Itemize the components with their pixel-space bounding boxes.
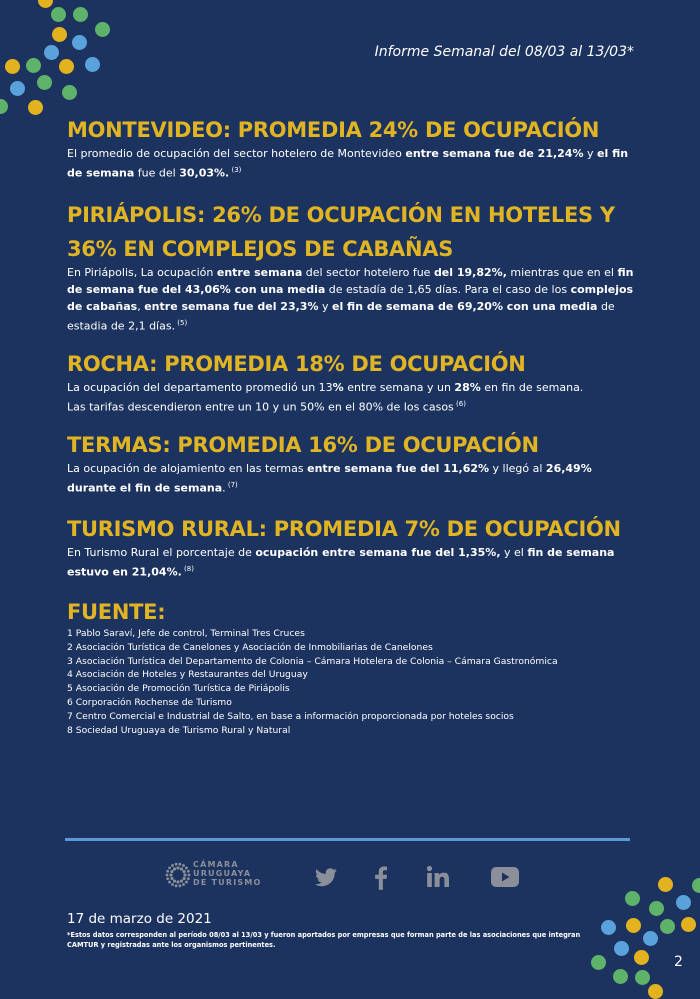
section-turismo-rural xyxy=(67,514,642,581)
bold-text: 26,49% durante el fin de semana xyxy=(67,462,592,495)
decorative-dot xyxy=(95,22,110,37)
bold-text: del 19,82%, xyxy=(434,266,507,279)
camtur-logo-icon xyxy=(163,851,193,899)
logo-dot xyxy=(171,864,174,867)
decorative-dot xyxy=(51,7,66,22)
text: y el xyxy=(501,546,528,559)
decorative-dot xyxy=(692,878,700,893)
linkedin-icon xyxy=(425,865,451,889)
logo-line: DE TURISMO xyxy=(193,878,262,887)
youtube-link[interactable] xyxy=(490,865,520,889)
footnote: *Estos datos corresponden al período 08/03 al 13/03 y fueron aportados por empresas que forman parte de las asociaciones que integran CAMTUR y registradas ante los organismos pertinentes. xyxy=(67,930,607,950)
section-piriapolis xyxy=(67,198,642,335)
decorative-dot xyxy=(44,45,59,60)
source-item: 7 Centro Comercial e Industrial de Salto, en base a información proporcionada por hoteles socios xyxy=(67,710,642,724)
bold-text: el fin de semana de 69,20% con una media xyxy=(332,300,597,313)
source-item: 6 Corporación Rochense de Turismo xyxy=(67,696,642,710)
section-title: PIRIÁPOLIS: 26% DE OCUPACIÓN EN HOTELES Y 36% EN COMPLEJOS DE CABAÑAS xyxy=(67,198,627,266)
decorative-dot xyxy=(614,941,629,956)
decorative-dot xyxy=(72,35,87,50)
decorative-dot xyxy=(38,0,53,8)
footnote-ref: (3) xyxy=(229,166,241,174)
section-termas xyxy=(67,430,642,497)
text: Las tarifas descendieron entre un 10 y un 50% en el 80% de los casos xyxy=(67,401,454,414)
text: . xyxy=(222,482,226,495)
decorative-dot xyxy=(635,970,650,985)
section-rocha xyxy=(67,349,642,416)
youtube-icon xyxy=(490,865,520,889)
linkedin-link[interactable] xyxy=(425,865,451,889)
bold-text: entre semana xyxy=(217,266,302,279)
decorative-dot xyxy=(52,27,67,42)
footnote-ref: (8) xyxy=(182,565,194,573)
section-body xyxy=(67,264,642,335)
logo-dot xyxy=(170,870,173,873)
logo-dot xyxy=(166,870,169,873)
text: En Piriápolis, La ocupación xyxy=(67,266,217,279)
text: en fin de semana. xyxy=(481,381,584,394)
logo-dot xyxy=(173,879,176,882)
logo-dot xyxy=(168,881,171,884)
text: El promedio de ocupación del sector hotelero de Montevideo xyxy=(67,147,405,160)
decorative-dot xyxy=(681,917,696,932)
decorative-dot xyxy=(59,59,74,74)
bold-text: 28% xyxy=(454,381,480,394)
bold-text: fin de semana estuvo en 21,04%. xyxy=(67,546,614,579)
bold-text: ocupación entre semana fue del 1,35%, xyxy=(255,546,500,559)
bold-text: entre semana fue de 21,24% xyxy=(405,147,583,160)
text: En Turismo Rural el porcentaje de xyxy=(67,546,255,559)
logo-dot xyxy=(187,870,190,873)
report-date: 17 de marzo de 2021 xyxy=(67,911,212,927)
text: entre semana y un xyxy=(344,381,455,394)
bold-text: fin de semana fue del 43,06% con una media xyxy=(67,266,633,296)
section-body xyxy=(67,379,642,416)
source-item: 4 Asociación de Hoteles y Restaurantes del Uruguay xyxy=(67,668,642,682)
decorative-dot xyxy=(26,58,41,73)
logo-dot xyxy=(182,864,185,867)
decorative-dot xyxy=(626,918,641,933)
sources-list xyxy=(67,627,642,737)
twitter-link[interactable] xyxy=(313,865,339,889)
camtur-logo[interactable] xyxy=(163,851,283,899)
logo-dot xyxy=(166,874,169,877)
footnote-ref: (7) xyxy=(226,481,238,489)
source-item: 5 Asociación de Promoción Turística de Piriápolis xyxy=(67,682,642,696)
logo-dot xyxy=(185,881,188,884)
decorative-dot xyxy=(37,75,52,90)
section-body xyxy=(67,544,642,581)
logo-dot xyxy=(169,873,172,876)
decorative-dot xyxy=(625,891,640,906)
logo-dot xyxy=(176,866,179,869)
decorative-dot xyxy=(613,969,628,984)
logo-dot xyxy=(179,884,182,887)
source-item: 8 Sociedad Uruguaya de Turismo Rural y Natural xyxy=(67,724,642,738)
logo-dot xyxy=(187,877,190,880)
bold-text: entre semana fue del 11,62% xyxy=(307,462,489,475)
text: y xyxy=(318,300,332,313)
decorative-dot xyxy=(73,7,88,22)
source-item: 3 Asociación Turística del Departamento de Colonia – Cámara Hotelera de Colonia – Cámara Gastronómica xyxy=(67,655,642,669)
source-item: 1 Pablo Saraví, Jefe de control, Terminal Tres Cruces xyxy=(67,627,642,641)
footnote-ref: (5) xyxy=(175,319,187,327)
logo-dot xyxy=(182,883,185,886)
section-title: ROCHA: PROMEDIA 18% DE OCUPACIÓN xyxy=(67,349,642,379)
logo-dot xyxy=(180,879,183,882)
facebook-icon xyxy=(370,865,392,891)
section-montevideo xyxy=(67,115,642,182)
bold-text: 30,03%. xyxy=(179,167,229,180)
footer-divider xyxy=(65,838,630,841)
decorative-dot xyxy=(649,901,664,916)
logo-dot xyxy=(183,873,186,876)
decorative-dot xyxy=(0,99,8,114)
decorative-dot xyxy=(28,100,43,115)
section-body xyxy=(67,460,642,497)
logo-dot xyxy=(182,877,185,880)
text: mientras que en el xyxy=(507,266,618,279)
decorative-dot xyxy=(591,955,606,970)
logo-dot xyxy=(180,867,183,870)
footnote-ref: (6) xyxy=(454,400,466,408)
logo-dot xyxy=(175,863,178,866)
logo-line: CÁMARA xyxy=(193,860,262,869)
decorative-dot xyxy=(10,81,25,96)
text: fue del xyxy=(134,167,179,180)
text: La ocupación de alojamiento en las termas xyxy=(67,462,307,475)
logo-line: URUGUAYA xyxy=(193,869,262,878)
decorative-dot xyxy=(676,895,691,910)
logo-dot xyxy=(185,867,188,870)
text: , xyxy=(137,300,144,313)
decorative-dot xyxy=(62,85,77,100)
section-title: MONTEVIDEO: PROMEDIA 24% DE OCUPACIÓN xyxy=(67,115,642,145)
logo-dot xyxy=(171,883,174,886)
section-title: TURISMO RURAL: PROMEDIA 7% DE OCUPACIÓN xyxy=(67,514,642,544)
logo-dot xyxy=(188,874,191,877)
source-item: 2 Asociación Turística de Canelones y Asociación de Inmobiliarias de Canelones xyxy=(67,641,642,655)
text: La ocupación del departamento promedió un 13 xyxy=(67,381,333,394)
decorative-dot xyxy=(658,877,673,892)
facebook-link[interactable] xyxy=(370,865,396,889)
logo-text xyxy=(193,860,262,887)
page-number: 2 xyxy=(674,954,683,970)
logo-dot xyxy=(166,877,169,880)
decorative-dot xyxy=(5,59,20,74)
logo-dot xyxy=(175,884,178,887)
logo-dot xyxy=(176,880,179,883)
bold-text: entre semana fue del 23,3% xyxy=(144,300,318,313)
twitter-icon xyxy=(313,865,339,889)
bold-text: el fin de semana xyxy=(67,147,628,180)
logo-dot xyxy=(182,870,185,873)
decorative-dot xyxy=(85,57,100,72)
text: y llegó al xyxy=(489,462,546,475)
logo-dot xyxy=(168,867,171,870)
section-title: TERMAS: PROMEDIA 16% DE OCUPACIÓN xyxy=(67,430,642,460)
bold-text: % xyxy=(333,381,344,394)
text: y xyxy=(584,147,598,160)
report-title: Informe Semanal del 08/03 al 13/03* xyxy=(375,44,634,60)
text: del sector hotelero fue xyxy=(302,266,434,279)
logo-dot xyxy=(170,877,173,880)
bold-text: complejos de cabañas xyxy=(67,283,633,313)
decorative-dot xyxy=(648,984,663,999)
text: de estadía de 1,65 días. Para el caso de los xyxy=(325,283,570,296)
decorative-dot xyxy=(634,950,649,965)
sources-section xyxy=(67,597,642,737)
text: de estadia de 2,1 días. xyxy=(67,300,615,333)
logo-dot xyxy=(173,867,176,870)
decorative-dot xyxy=(643,931,658,946)
decorative-dot xyxy=(660,919,675,934)
section-body xyxy=(67,145,642,182)
logo-dot xyxy=(179,863,182,866)
sources-title: FUENTE: xyxy=(67,597,642,627)
